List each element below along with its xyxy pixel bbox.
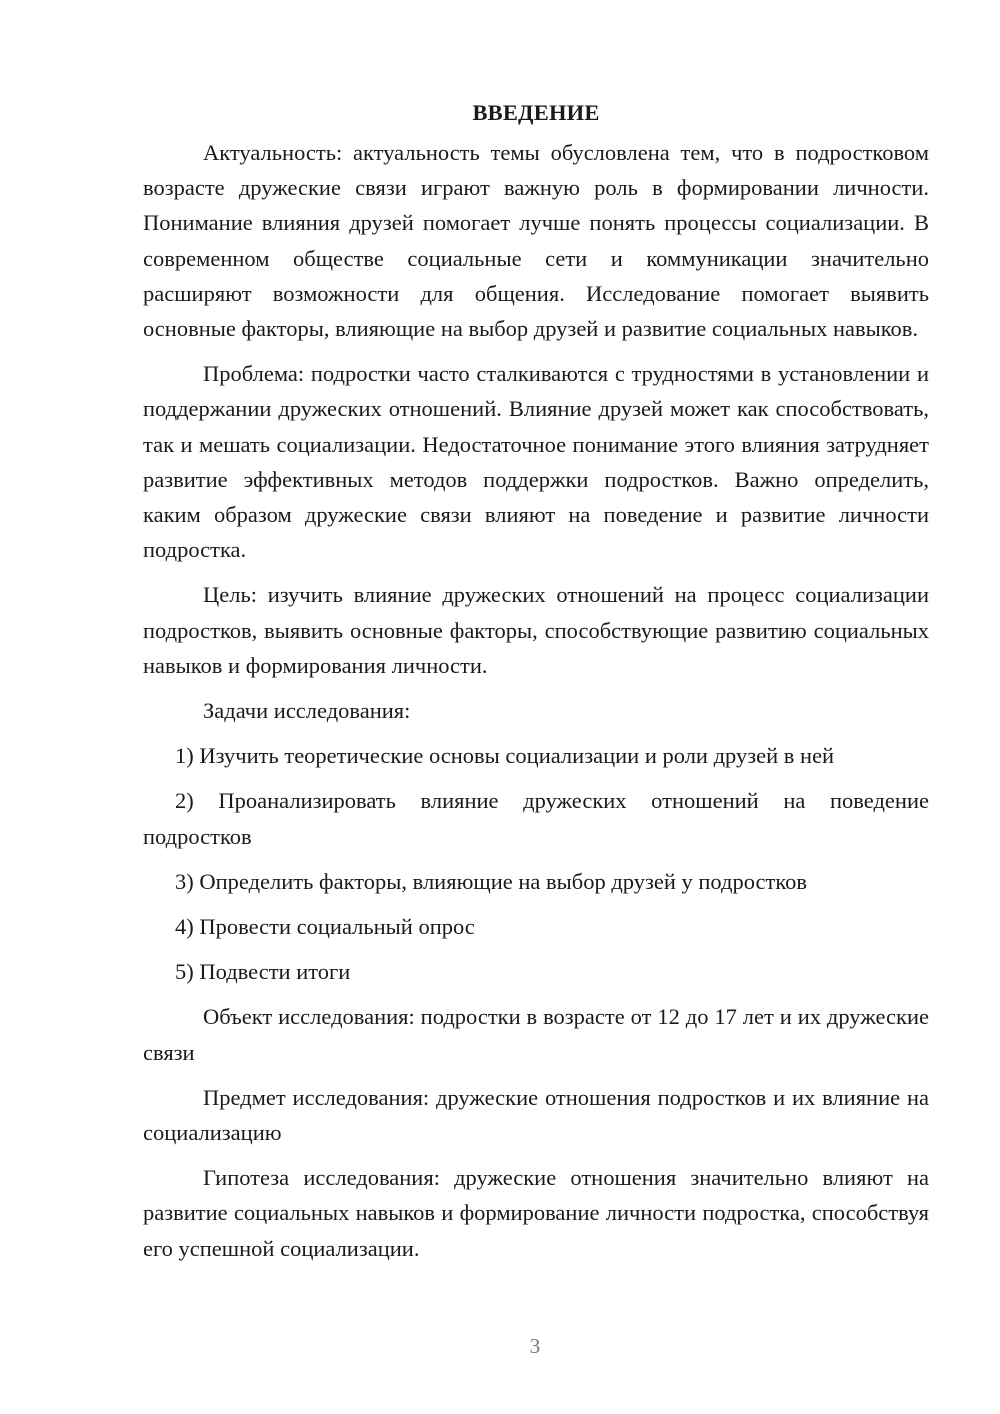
object-paragraph: Объект исследования: подростки в возрасте от 12 до 17 лет и их дружеские связи (143, 1004, 929, 1065)
page-title: ВВЕДЕНИЕ (472, 100, 600, 125)
task-item-1: 1) Изучить теоретические основы социализации и роли друзей в ней (175, 743, 835, 769)
page-number: 3 (529, 1334, 541, 1358)
document-page (143, 95, 929, 1276)
goal-paragraph: Цель: изучить влияние дружеских отношений на процесс социализации подростков, выявить основные факторы, способствующие развитию социальных навыков и формирования личности. (143, 582, 929, 678)
task-item-3: 3) Определить факторы, влияющие на выбор друзей у подростков (175, 868, 808, 894)
task-item-5: 5) Подвести итоги (175, 959, 351, 985)
hypothesis-paragraph: Гипотеза исследования: дружеские отношения значительно влияют на развитие социальных навыков и формирование личности подростка, способствуя его успешной социализации. (143, 1165, 929, 1261)
problem-paragraph: Проблема: подростки часто сталкиваются с трудностями в установлении и поддержании дружеских отношений. Влияние друзей может как способствовать, так и мешать социализации. Недостаточное понимание этого влияния затрудняет развитие эффективных методов поддержки подростков. Важно определить, каким образом дружеские связи влияют на поведение и развитие личности подростка. (143, 361, 929, 563)
subject-paragraph: Предмет исследования: дружеские отношения подростков и их влияние на социализацию (143, 1084, 929, 1146)
task-item-2: 2) Проанализировать влияние дружеских отношений на поведение подростков (143, 788, 929, 849)
relevance-paragraph: Актуальность: актуальность темы обусловлена тем, что в подростковом возрасте дружеские связи играют важную роль в формировании личности. Понимание влияния друзей помогает лучше понять процессы социализации. В современном обществе социальные сети и коммуникации значительно расширяют возможности для общения. Исследование помогает выявить основные факторы, влияющие на выбор друзей и развитие социальных навыков. (143, 140, 929, 342)
task-item-4: 4) Провести социальный опрос (175, 914, 475, 940)
tasks-heading: Задачи исследования: (203, 698, 411, 724)
